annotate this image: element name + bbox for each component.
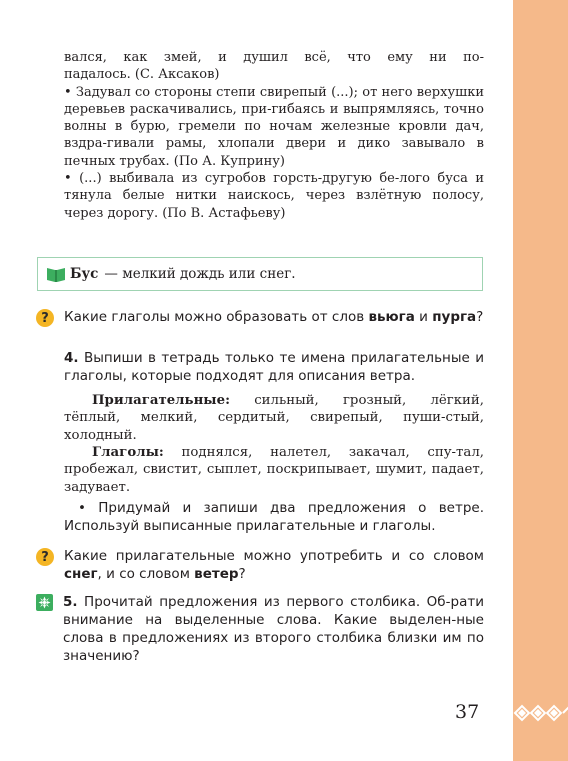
bold-word: вьюга: [368, 309, 415, 325]
bullet-text: • Придумай и запиши два предложения о ветре. Используй выписанные прилагательные и глаголы.: [64, 500, 484, 534]
question-text: [64, 547, 484, 583]
bold-word: снег: [64, 566, 98, 582]
task-text: Выпиши в тетрадь только те имена прилагательные и глаголы, которые подходят для описания ветра.: [64, 350, 484, 384]
question-icon: ?: [36, 309, 54, 327]
question-text-part: ?: [476, 309, 484, 325]
task-5-text: [63, 593, 484, 665]
task-5: [36, 593, 484, 665]
verbs-label: Глаголы:: [92, 445, 164, 460]
task-text: Прочитай предложения из первого столбика. Об-рати внимание на выделенные слова. Какие выделен-ные слова в предложениях из второго столбика близки им по значению?: [63, 594, 484, 664]
question-icon: ?: [36, 548, 54, 566]
pair-work-icon: [36, 594, 53, 611]
task-number: 4.: [64, 350, 79, 366]
bold-word: ветер: [194, 566, 239, 582]
definition-text: — мелкий дождь или снег.: [104, 266, 296, 282]
question-text-part: , и со словом: [97, 566, 195, 582]
question-text-part: и: [414, 309, 433, 325]
verbs-list: [64, 444, 484, 496]
task-4-bullet: [64, 499, 484, 535]
quote-paragraph: • (...) выбивала из сугробов горсть-другую бе-лого буса и тянула белые нитки наискось, через взлётную полосу, через дорогу. (По В. Астафьеву): [64, 171, 484, 221]
book-icon: [46, 265, 66, 283]
diamond-ornament-icon: [513, 700, 568, 726]
question-text-part: Какие прилагательные можно употребить и со словом: [64, 548, 484, 564]
page-number: 37: [455, 701, 480, 723]
verbs-words: поднялся, налетел, закачал, спу-тал, пробежал, свистит, сыплет, поскрипывает, шумит, падает, задувает.: [64, 445, 484, 495]
question-text: [64, 308, 483, 327]
question-2: [36, 547, 484, 583]
quote-line: вался, как змей, и душил всё, что ему ни по-: [64, 50, 484, 65]
task-4: [64, 349, 484, 385]
bold-word: пурга: [432, 309, 477, 325]
question-text-part: ?: [238, 566, 246, 582]
adjectives-list: [64, 392, 484, 444]
question-1: [36, 308, 484, 327]
quote-paragraph: • Задувал со стороны степи свирепый (...); от него верхушки деревьев раскачивались, при-гибаясь и выпрямляясь, точно волны в бурю, гремели по ночам железные кровли дач, вздра-гивали рамы, хлопали двери и дико завывало в печных трубах. (По А. Куприну): [64, 84, 484, 169]
quote-block: [64, 49, 484, 222]
question-text-part: Какие глаголы можно образовать от слов: [64, 309, 369, 325]
adjectives-words: сильный, грозный, лёгкий, тёплый, мелкий, сердитый, свирепый, пуши-стый, холодный.: [64, 393, 484, 443]
adjectives-label: Прилагательные:: [92, 393, 231, 408]
definition-term: Бус: [70, 266, 99, 282]
quote-line: падалось. (С. Аксаков): [64, 67, 220, 83]
side-color-band: [513, 0, 568, 761]
definition-box: [37, 257, 483, 291]
task-number: 5.: [63, 594, 78, 610]
